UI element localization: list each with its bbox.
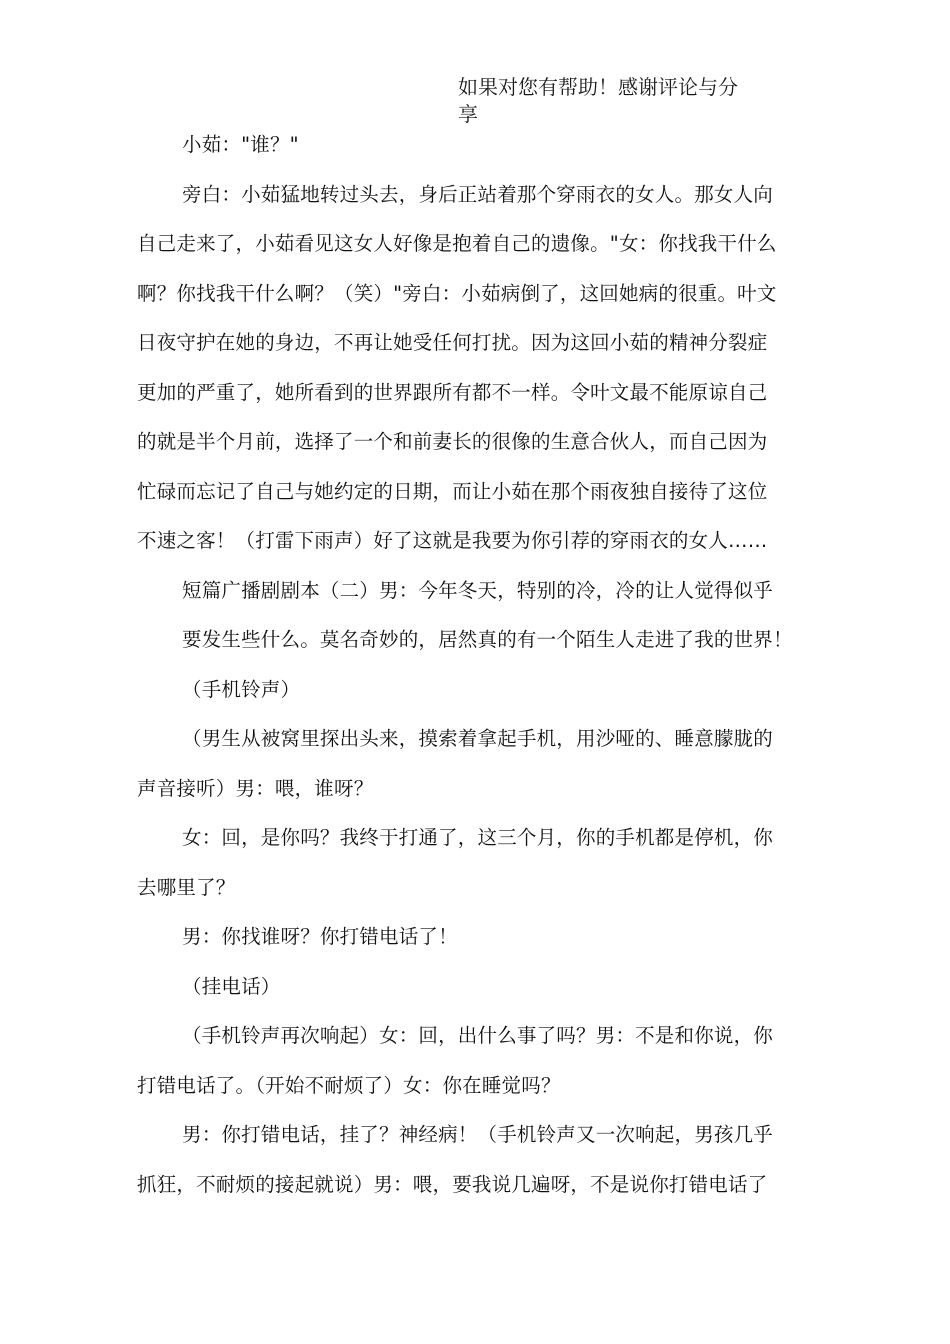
- paragraph-line: 更加的严重了，她所看到的世界跟所有都不一样。令叶文最不能原谅自己: [137, 380, 768, 404]
- paragraph-line: （挂电话）: [182, 974, 281, 998]
- paragraph-line: 旁白：小茹猛地转过头去，身后正站着那个穿雨衣的女人。那女人向: [182, 182, 774, 206]
- paragraph-line: 要发生些什么。莫名奇妙的，居然真的有一个陌生人走进了我的世界！: [182, 628, 793, 651]
- paragraph-line: 的就是半个月前，选择了一个和前妻长的很像的生意合伙人，而自己因为: [137, 430, 768, 453]
- header-note-line-2: 享: [458, 102, 478, 126]
- paragraph-line: 声音接听）男：喂，谁呀？: [137, 776, 374, 800]
- script-body: [137, 120, 827, 1209]
- paragraph-line: 忙碌而忘记了自己与她约定的日期，而让小茹在那个雨夜独自接待了这位: [137, 479, 768, 503]
- paragraph-line: 日夜守护在她的身边，不再让她受任何打扰。因为这回小茹的精神分裂症: [137, 331, 768, 354]
- paragraph-line: 自己走来了，小茹看见这女人好像是抱着自己的遗像。"女：你找我干什么: [137, 232, 777, 255]
- header-note-line-1: 如果对您有帮助！感谢评论与分: [458, 75, 738, 99]
- paragraph-line: （手机铃声再次响起）女：回，出什么事了吗？男：不是和你说，你: [182, 1024, 774, 1047]
- paragraph-line: 不速之客！（打雷下雨声）好了这就是我要为你引荐的穿雨衣的女人……: [137, 529, 768, 552]
- paragraph-line: 男：你打错电话，挂了？神经病！（手机铃声又一次响起，男孩几乎: [182, 1123, 774, 1146]
- paragraph-line: （男生从被窝里探出头来，摸索着拿起手机，用沙哑的、睡意朦胧的: [182, 727, 774, 750]
- paragraph-line: 女：回，是你吗？我终于打通了，这三个月，你的手机都是停机，你: [182, 826, 774, 849]
- paragraph-line: 小茹："谁？": [182, 133, 299, 156]
- paragraph-line: 打错电话了。（开始不耐烦了）女：你在睡觉吗？: [137, 1073, 561, 1097]
- paragraph-line: 男：你找谁呀？你打错电话了！: [182, 925, 458, 948]
- paragraph-line: 抓狂，不耐烦的接起就说）男：喂，要我说几遍呀，不是说你打错电话了: [137, 1172, 768, 1196]
- paragraph-line: 短篇广播剧剧本（二）男：今年冬天，特别的冷，冷的让人觉得似乎: [182, 578, 774, 602]
- paragraph-line: （手机铃声）: [182, 677, 301, 701]
- paragraph-line: 去哪里了？: [137, 875, 236, 899]
- paragraph-line: 啊？你找我干什么啊？（笑）"旁白：小茹病倒了，这回她病的很重。叶文: [137, 281, 777, 305]
